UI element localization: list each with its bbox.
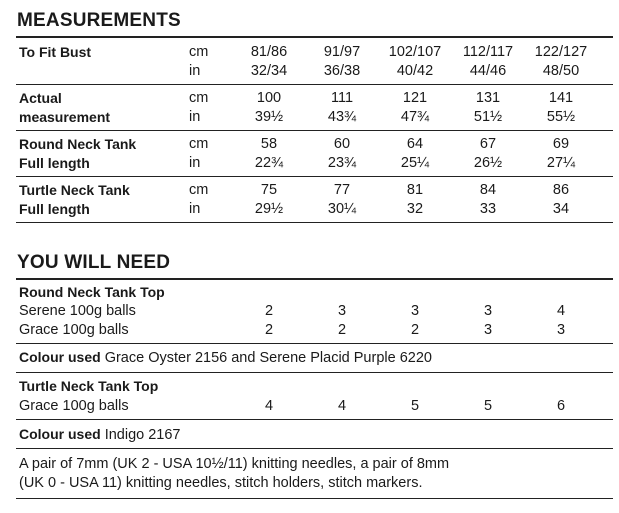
- size-cell: 29½: [254, 201, 284, 217]
- unit-cm: cm: [189, 90, 209, 106]
- size-cell: 111: [330, 90, 354, 106]
- round-neck-top-title: Round Neck Tank Top: [19, 284, 165, 300]
- size-cell: 22¾: [254, 155, 284, 171]
- size-cell: 43¾: [327, 109, 357, 125]
- turtle-neck-label-2: Full length: [19, 201, 90, 217]
- turtle-neck-top-title: Turtle Neck Tank Top: [19, 378, 159, 394]
- divider: [16, 130, 613, 131]
- quantity-cell: 3: [483, 322, 493, 338]
- colour-used-line: [19, 349, 432, 366]
- size-cell: 39½: [254, 109, 284, 125]
- divider: [16, 343, 613, 344]
- size-cell: 32: [406, 201, 424, 217]
- size-cell: 121: [402, 90, 428, 106]
- size-cell: 84: [479, 182, 497, 198]
- grace-label: Grace 100g balls: [19, 322, 129, 338]
- size-cell: 67: [479, 136, 497, 152]
- unit-cm: cm: [189, 136, 209, 152]
- size-cell: 77: [333, 182, 351, 198]
- size-cell: 81: [406, 182, 424, 198]
- size-cell: 47¾: [400, 109, 430, 125]
- colour-used-value: Grace Oyster 2156 and Serene Placid Purple 6220: [104, 350, 432, 366]
- quantity-cell: 5: [483, 398, 493, 414]
- size-cell: 122/127: [534, 44, 588, 60]
- size-cell: 27¼: [546, 155, 576, 171]
- divider: [16, 176, 613, 177]
- colour-used-value: Indigo 2167: [104, 427, 181, 443]
- size-cell: 131: [475, 90, 501, 106]
- serene-label: Serene 100g balls: [19, 303, 136, 319]
- size-cell: 51½: [473, 109, 503, 125]
- size-cell: 86: [552, 182, 570, 198]
- size-cell: 33: [479, 201, 497, 217]
- quantity-cell: 2: [264, 303, 274, 319]
- size-cell: 102/107: [388, 44, 442, 60]
- round-neck-label-2: Full length: [19, 155, 90, 171]
- quantity-cell: 2: [264, 322, 274, 338]
- actual-label: Actual: [19, 90, 62, 106]
- unit-in: in: [189, 155, 201, 171]
- quantity-cell: 3: [483, 303, 493, 319]
- divider: [16, 36, 613, 38]
- size-cell: 58: [260, 136, 278, 152]
- divider: [16, 84, 613, 85]
- size-cell: 100: [256, 90, 282, 106]
- quantity-cell: 3: [337, 303, 347, 319]
- needles-note-line2: (UK 0 - USA 11) knitting needles, stitch holders, stitch markers.: [19, 475, 423, 491]
- unit-in: in: [189, 201, 201, 217]
- actual-label-2: measurement: [19, 109, 111, 125]
- size-cell: 44/46: [469, 63, 507, 79]
- size-cell: 69: [552, 136, 570, 152]
- colour-used-label: Colour used: [19, 349, 101, 365]
- size-cell: 26½: [473, 155, 503, 171]
- quantity-cell: 2: [410, 322, 420, 338]
- size-cell: 23¾: [327, 155, 357, 171]
- size-cell: 55½: [546, 109, 576, 125]
- unit-cm: cm: [189, 182, 209, 198]
- size-cell: 30¼: [327, 201, 357, 217]
- size-cell: 34: [552, 201, 570, 217]
- quantity-cell: 4: [556, 303, 566, 319]
- divider: [16, 448, 613, 449]
- measurements-heading: MEASUREMENTS: [17, 10, 181, 31]
- quantity-cell: 6: [556, 398, 566, 414]
- size-cell: 64: [406, 136, 424, 152]
- unit-cm: cm: [189, 44, 209, 60]
- round-neck-label: Round Neck Tank: [19, 136, 137, 152]
- quantity-cell: 4: [337, 398, 347, 414]
- size-cell: 81/86: [250, 44, 288, 60]
- unit-in: in: [189, 109, 201, 125]
- unit-in: in: [189, 63, 201, 79]
- to-fit-bust-label: To Fit Bust: [19, 44, 92, 60]
- colour-used-line: [19, 426, 181, 443]
- turtle-neck-label: Turtle Neck Tank: [19, 182, 130, 198]
- size-cell: 141: [548, 90, 574, 106]
- you-will-need-heading: YOU WILL NEED: [17, 252, 171, 273]
- quantity-cell: 3: [556, 322, 566, 338]
- size-cell: 40/42: [396, 63, 434, 79]
- size-cell: 36/38: [323, 63, 361, 79]
- size-cell: 25¼: [400, 155, 430, 171]
- divider: [16, 222, 613, 223]
- divider: [16, 419, 613, 420]
- size-cell: 91/97: [323, 44, 361, 60]
- quantity-cell: 5: [410, 398, 420, 414]
- grace-label: Grace 100g balls: [19, 398, 129, 414]
- size-cell: 48/50: [542, 63, 580, 79]
- size-cell: 32/34: [250, 63, 288, 79]
- divider: [16, 278, 613, 280]
- divider: [16, 498, 613, 499]
- needles-note-line1: A pair of 7mm (UK 2 - USA 10½/11) knitting needles, a pair of 8mm: [19, 456, 450, 472]
- colour-used-label: Colour used: [19, 426, 101, 442]
- quantity-cell: 3: [410, 303, 420, 319]
- size-cell: 60: [333, 136, 351, 152]
- size-cell: 112/117: [462, 44, 514, 60]
- quantity-cell: 2: [337, 322, 347, 338]
- size-cell: 75: [260, 182, 278, 198]
- divider: [16, 372, 613, 373]
- quantity-cell: 4: [264, 398, 274, 414]
